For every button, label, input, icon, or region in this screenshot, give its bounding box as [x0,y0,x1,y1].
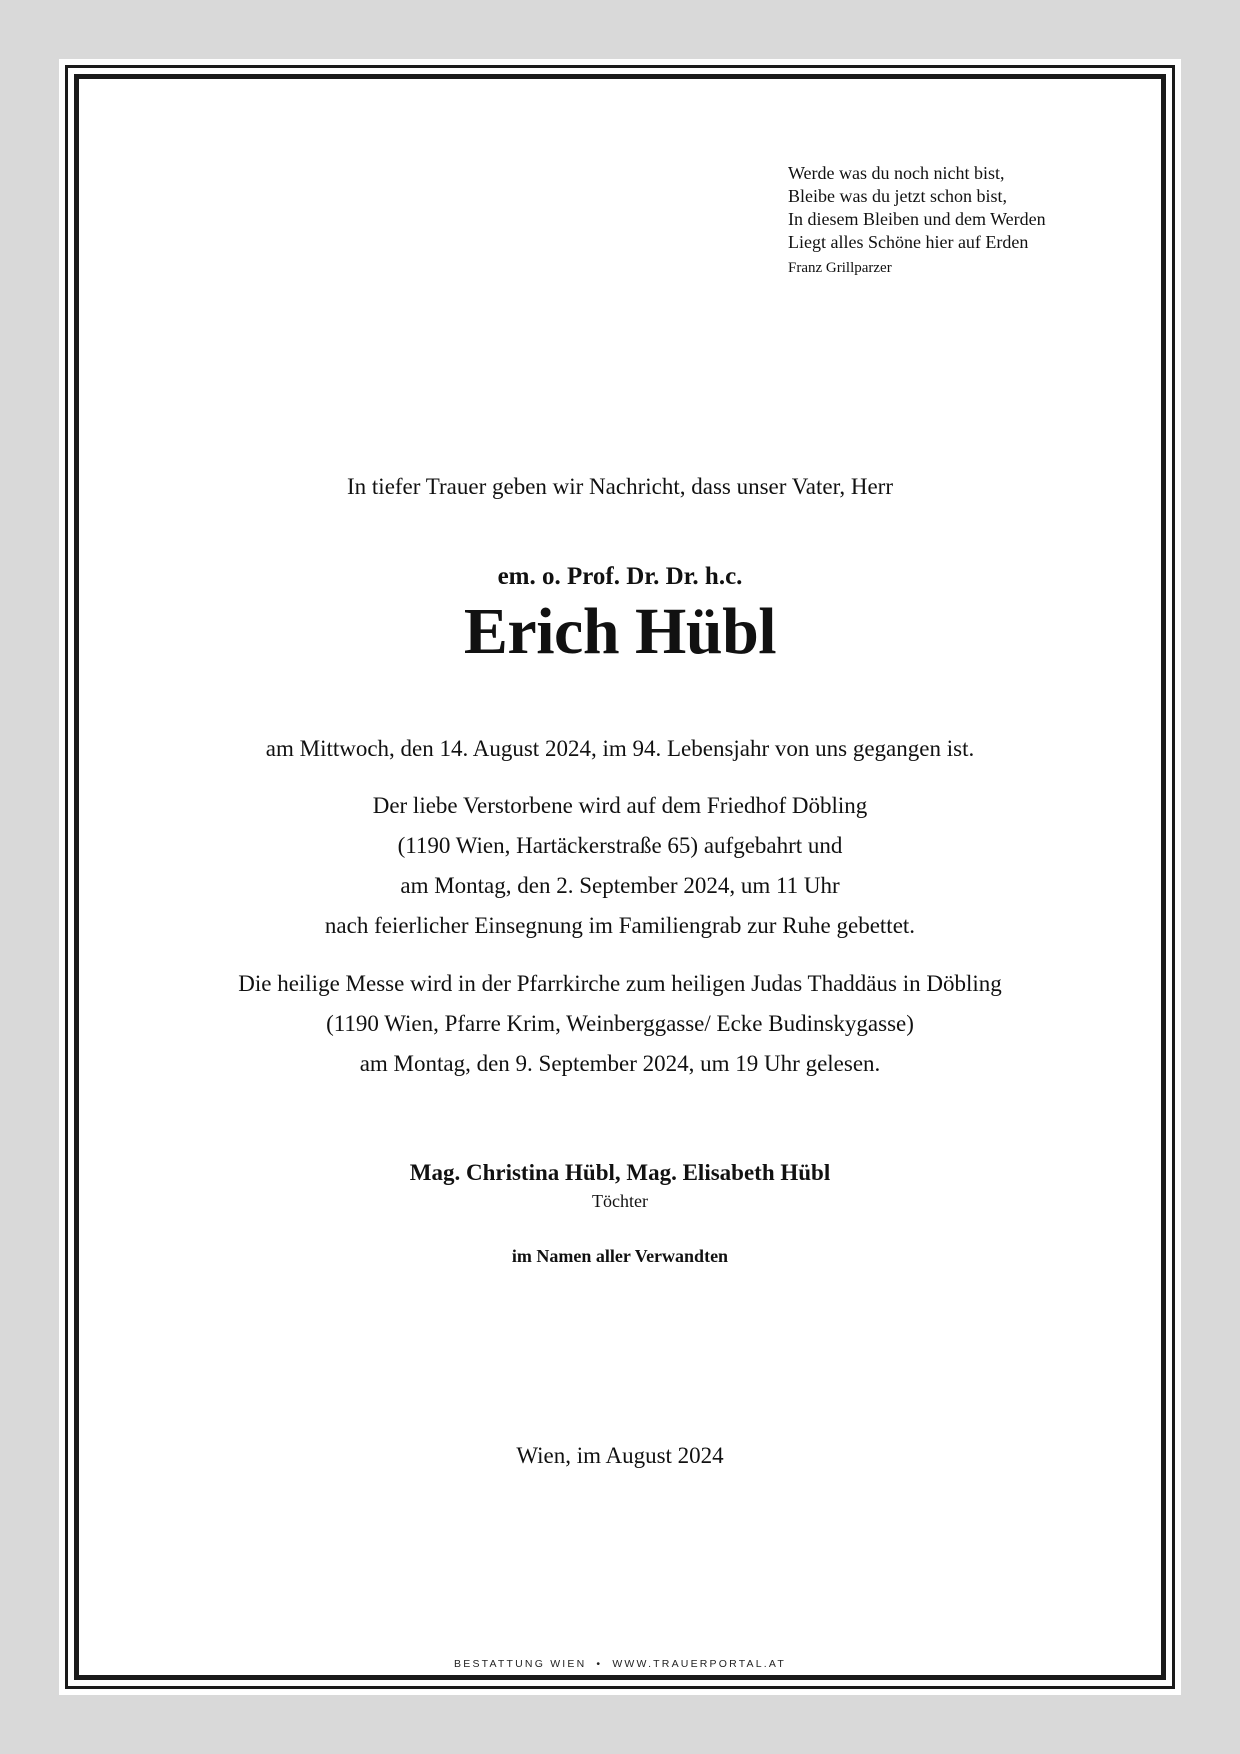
quote-line: Werde was du noch nicht bist, [788,163,1005,183]
quote-line: Bleibe was du jetzt schon bist, [788,186,1007,206]
mass-paragraph [65,964,1175,1084]
footer-imprint [65,1658,1175,1670]
quote-line: Liegt alles Schöne hier auf Erden [788,232,1029,252]
funeral-line: (1190 Wien, Hartäckerstraße 65) aufgebahrt und [397,833,843,858]
funeral-line: nach feierlicher Einsegnung im Familiengrab zur Ruhe gebettet. [324,913,916,938]
signatory-names: Mag. Christina Hübl, Mag. Elisabeth Hübl [409,1160,831,1185]
place-and-date: Wien, im August 2024 [516,1443,724,1468]
funeral-line: am Montag, den 2. September 2024, um 11 Uhr [400,873,840,898]
mass-line: (1190 Wien, Pfarre Krim, Weinberggasse/ Ecke Budinskygasse) [326,1011,914,1036]
mass-line: Die heilige Messe wird in der Pfarrkirche zum heiligen Judas Thaddäus in Döbling [238,971,1002,996]
academic-title: em. o. Prof. Dr. Dr. h.c. [497,563,743,590]
notice-intro: In tiefer Trauer geben wir Nachricht, dass unser Vater, Herr [347,474,893,499]
quote-line: In diesem Bleiben und dem Werden [788,209,1046,229]
mass-line: am Montag, den 9. September 2024, um 19 Uhr gelesen. [359,1051,881,1076]
footer-separator: • [596,1658,603,1670]
quote-author: Franz Grillparzer [788,260,892,276]
footer-company: BESTATTUNG WIEN [454,1658,587,1670]
deceased-name: Erich Hübl [463,595,777,668]
funeral-paragraph [65,786,1175,946]
signatory-relation: Töchter [592,1191,648,1211]
death-statement: am Mittwoch, den 14. August 2024, im 94. Lebensjahr von uns gegangen ist. [265,736,975,761]
footer-website: WWW.TRAUERPORTAL.AT [612,1658,786,1670]
on-behalf-note: im Namen aller Verwandten [511,1246,729,1266]
funeral-line: Der liebe Verstorbene wird auf dem Friedhof Döbling [372,793,868,818]
epigraph-quote [788,162,1118,280]
